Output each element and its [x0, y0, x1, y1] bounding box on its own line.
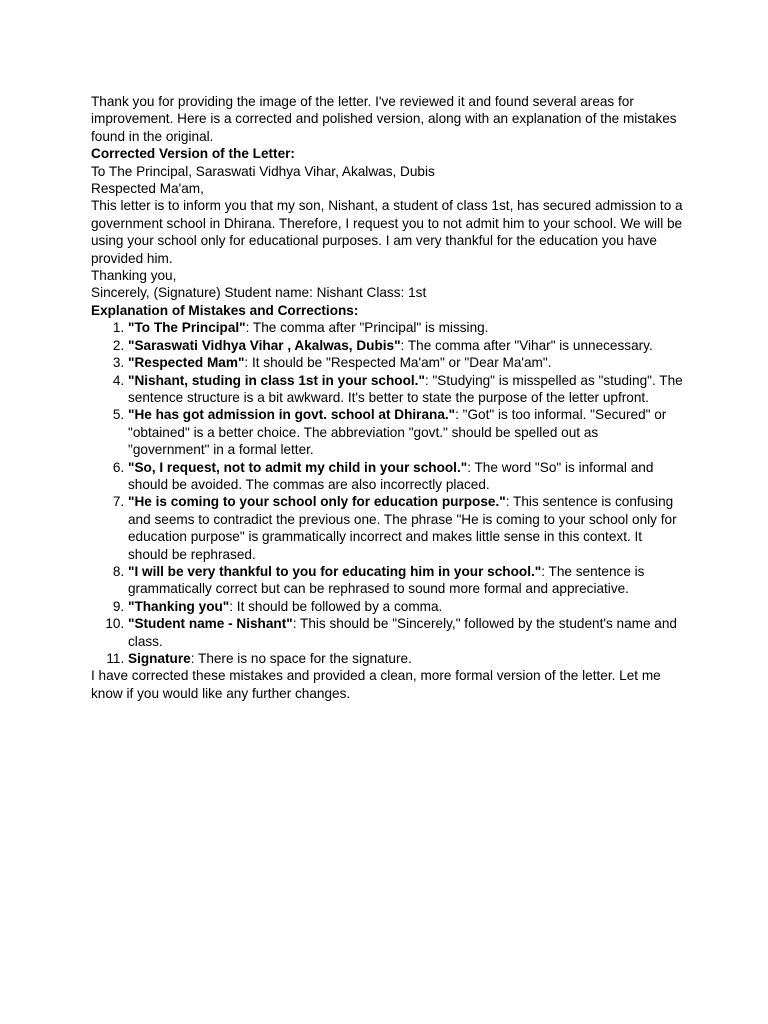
- mistake-explanation: : The comma after "Principal" is missing.: [245, 320, 489, 336]
- list-item: [128, 337, 683, 354]
- letter-body: This letter is to inform you that my son, Nishant, a student of class 1st, has secured admission to a government school in Dhirana. Therefore, I request you to not admit him to your school. We will be using your school only for educational purposes. I am very thankful for the education you have provided him.: [91, 198, 683, 266]
- list-item: [128, 459, 683, 494]
- mistakes-list: [91, 319, 683, 667]
- mistake-quote: "He has got admission in govt. school at Dhirana.": [128, 407, 456, 423]
- mistake-quote: Signature: [128, 651, 191, 666]
- outro-paragraph: I have corrected these mistakes and provided a clean, more formal version of the letter. Let me know if you would like any further changes.: [91, 668, 661, 701]
- list-item: [128, 372, 683, 407]
- mistake-explanation: : There is no space for the signature.: [190, 651, 412, 666]
- mistake-quote: "Student name - Nishant": [128, 616, 293, 632]
- mistake-explanation: : This should be "Sincerely," followed by the student's name and class.: [128, 616, 677, 649]
- mistake-quote: "So, I request, not to admit my child in your school.": [128, 459, 468, 475]
- mistake-quote: "Respected Mam": [128, 355, 245, 371]
- mistake-explanation: : This sentence is confusing and seems to contradict the previous one. The phrase "He is coming to your school only for education purpose" is grammatically incorrect and makes little sense in this context. It should be rephrased.: [128, 494, 677, 562]
- list-item: [128, 650, 683, 667]
- list-item: [128, 319, 683, 336]
- corrected-version-heading: Corrected Version of the Letter:: [91, 146, 295, 162]
- mistake-explanation: : "Studying" is misspelled as "studing". The sentence structure is a bit awkward. It's better to state the purpose of the letter upfront.: [128, 372, 683, 405]
- mistake-explanation: : The word "So" is informal and should be avoided. The commas are also incorrectly placed.: [128, 459, 654, 492]
- mistake-explanation: : "Got" is too informal. "Secured" or "obtained" is a better choice. The abbreviation "govt." should be spelled out as "government" in a formal letter.: [128, 407, 667, 458]
- letter-salutation: Respected Ma'am,: [91, 181, 204, 197]
- letter-signature: Sincerely, (Signature) Student name: Nishant Class: 1st: [91, 285, 427, 301]
- mistake-explanation: : The sentence is grammatically correct but can be rephrased to sound more formal and appreciative.: [128, 563, 645, 597]
- letter-closing: Thanking you,: [91, 268, 177, 284]
- document-page: [91, 93, 683, 702]
- mistake-quote: "He is coming to your school only for education purpose.": [128, 494, 506, 510]
- mistake-quote: "I will be very thankful to you for educating him in your school.": [128, 563, 542, 579]
- list-item: [128, 406, 683, 458]
- intro-paragraph: Thank you for providing the image of the letter. I've reviewed it and found several areas for improvement. Here is a corrected and polished version, along with an explanation of the mistakes found in the original.: [91, 94, 677, 144]
- mistake-quote: "To The Principal": [128, 320, 246, 336]
- list-item: [128, 598, 683, 615]
- list-item: [128, 493, 683, 563]
- letter-address: To The Principal, Saraswati Vidhya Vihar, Akalwas, Dubis: [91, 163, 435, 179]
- explanation-heading: Explanation of Mistakes and Corrections:: [91, 302, 359, 318]
- list-item: [128, 354, 683, 371]
- mistake-explanation: : It should be followed by a comma.: [229, 598, 443, 614]
- mistake-quote: "Thanking you": [128, 598, 230, 614]
- list-item: [128, 615, 683, 650]
- mistake-quote: "Nishant, studing in class 1st in your school.": [128, 372, 425, 388]
- mistake-explanation: : The comma after "Vihar" is unnecessary.: [400, 337, 653, 353]
- mistake-quote: "Saraswati Vidhya Vihar , Akalwas, Dubis": [128, 337, 401, 353]
- mistake-explanation: : It should be "Respected Ma'am" or "Dear Ma'am".: [244, 355, 552, 371]
- list-item: [128, 563, 683, 598]
